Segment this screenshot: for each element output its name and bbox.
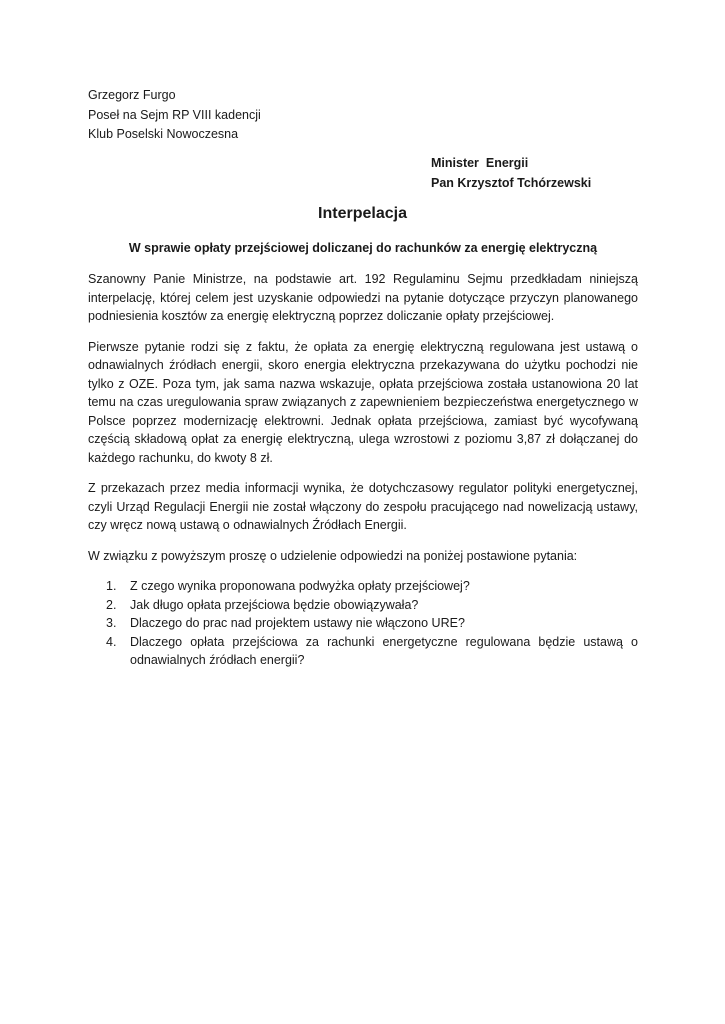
question-text: Z czego wynika proponowana podwyżka opłaty przejściowej? bbox=[130, 579, 470, 593]
document-title: Interpelacja bbox=[318, 205, 407, 222]
paragraph: W związku z powyższym proszę o udzielenie odpowiedzi na poniżej postawione pytania: bbox=[88, 548, 578, 563]
document-subject: W sprawie opłaty przejściowej doliczanej do rachunków za energię elektryczną bbox=[128, 241, 598, 255]
recipient-title: Minister Energii bbox=[431, 156, 529, 170]
question-number: 2. bbox=[106, 597, 117, 612]
sender-position: Poseł na Sejm RP VIII kadencji bbox=[88, 107, 261, 122]
question-item bbox=[106, 633, 638, 670]
paragraph: Pierwsze pytanie rodzi się z faktu, że opłata za energię elektryczną regulowana jest ustawą o odnawialnych źródłach energii, skoro energia elektryczna przekazywana do użytku pochodzi nie tylko z OZE. Poza tym, jak sama nazwa wskazuje, opłata przejściowa została ustanowiona 20 lat temu na czas uregulowania spraw związanych z zapewnieniem bezpieczeństwa energetycznego w Polsce poprzez modernizację elektrowni. Jednak opłata przejściowa, zamiast być wycofywaną częścią składową opłat za energię elektryczną, ulega wzrostowi z poziomu 3,87 zł dołączanej do każdego rachunku, do kwoty 8 zł. bbox=[88, 339, 638, 465]
recipient-block bbox=[431, 154, 591, 193]
question-text: Dlaczego do prac nad projektem ustawy nie włączono URE? bbox=[130, 616, 465, 630]
question-item bbox=[106, 596, 638, 615]
question-item bbox=[106, 577, 638, 596]
sender-block bbox=[88, 86, 261, 145]
question-number: 1. bbox=[106, 579, 117, 593]
paragraph: Szanowny Panie Ministrze, na podstawie art. 192 Regulaminu Sejmu przedkładam niniejszą interpelację, której celem jest uzyskanie odpowiedzi na pytanie dotyczące przyczyn planowanego podniesienia kosztów za energię elektryczną poprzez doliczanie opłaty przejściowej. bbox=[88, 272, 638, 323]
sender-name: Grzegorz Furgo bbox=[88, 88, 176, 102]
document-body bbox=[88, 270, 638, 670]
recipient-name: Pan Krzysztof Tchórzewski bbox=[431, 175, 592, 190]
question-number: 3. bbox=[106, 616, 117, 630]
question-text: Jak długo opłata przejściowa będzie obowiązywała? bbox=[130, 597, 419, 612]
question-number: 4. bbox=[106, 634, 117, 649]
sender-club: Klub Poselski Nowoczesna bbox=[88, 127, 239, 141]
question-text: Dlaczego opłata przejściowa za rachunki energetyczne regulowana będzie ustawą o odnawialnych źródłach energii? bbox=[130, 634, 638, 667]
question-item bbox=[106, 614, 638, 633]
questions-list bbox=[88, 577, 638, 670]
paragraph: Z przekazach przez media informacji wynika, że dotychczasowy regulator polityki energetycznej, czyli Urząd Regulacji Energii nie został włączony do zespołu pracującego nad nowelizacją ustawy, czy wręcz nową ustawą o odnawialnych Źródłach Energii. bbox=[88, 481, 638, 532]
